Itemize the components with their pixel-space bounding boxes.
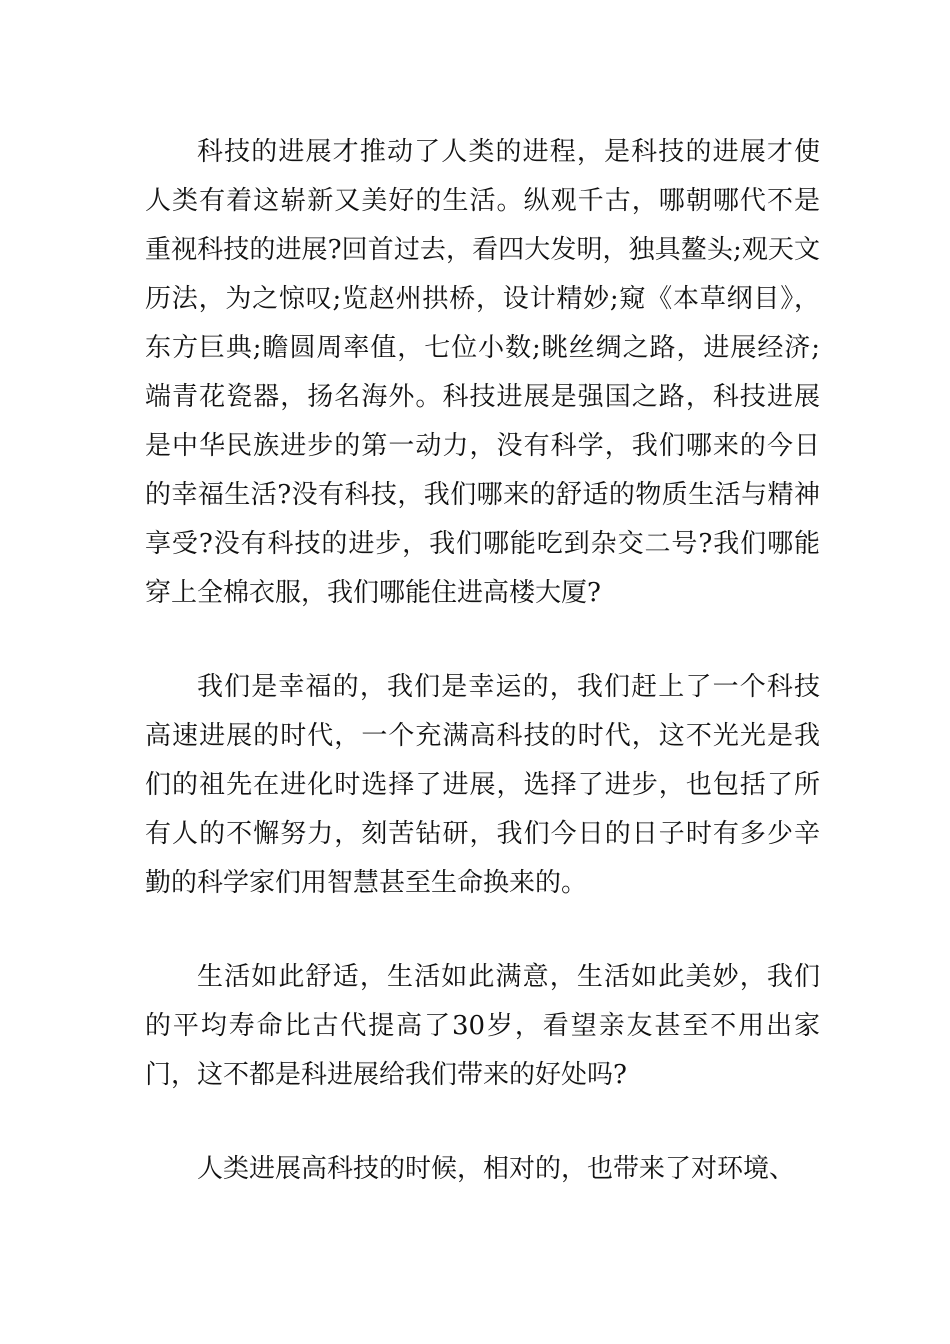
document-body — [145, 128, 820, 1194]
paragraph-4: 人类进展高科技的时候，相对的，也带来了对环境、 — [197, 1154, 796, 1184]
paragraph-1: 科技的进展才推动了人类的进程，是科技的进展才使人类有着这崭新又美好的生活。纵观千古，哪朝哪代不是重视科技的进展?回首过去，看四大发明，独具鳌头;观天文历法，为之惊叹;览赵州拱桥，设计精妙;窥《本草纲目》，东方巨典;瞻圆周率值，七位小数;眺丝绸之路，进展经济;端青花瓷器，扬名海外。科技进展是强国之路，科技进展是中华民族进步的第一动力，没有科学，我们哪来的今日的幸福生活?没有科技，我们哪来的舒适的物质生活与精神享受?没有科技的进步，我们哪能吃到杂交二号?我们哪能穿上全棉衣服，我们哪能住进高楼大厦? — [145, 137, 820, 608]
paragraph-2: 我们是幸福的，我们是幸运的，我们赶上了一个科技高速进展的时代，一个充满高科技的时代，这不光光是我们的祖先在进化时选择了进展，选择了进步，也包括了所有人的不懈努力，刻苦钻研，我们今日的日子时有多少辛勤的科学家们用智慧甚至生命换来的。 — [145, 672, 820, 898]
paragraph-3: 生活如此舒适，生活如此满意，生活如此美妙，我们的平均寿命比古代提高了30岁，看望亲友甚至不用出家门，这不都是科进展给我们带来的好处吗? — [145, 962, 820, 1090]
